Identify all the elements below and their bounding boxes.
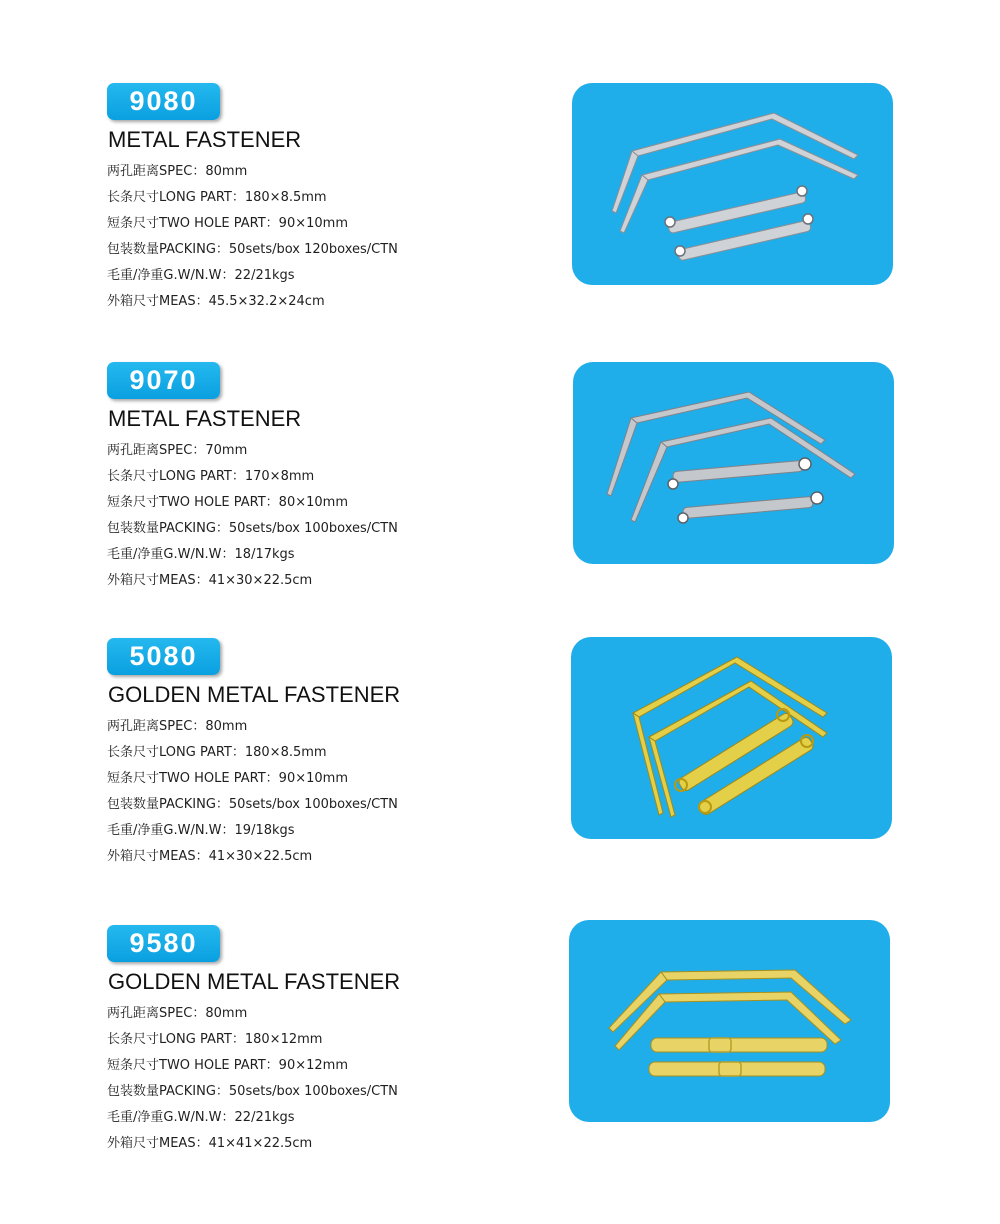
spec-hole-distance: 两孔距离SPEC：80mm <box>107 719 248 734</box>
spec-carton-size: 外箱尺寸MEAS：45.5×32.2×24cm <box>107 294 325 309</box>
spec-packing: 包装数量PACKING：50sets/box 100boxes/CTN <box>107 1084 398 1099</box>
spec-list <box>107 159 398 315</box>
spec-weight: 毛重/净重G.W/N.W：22/21kgs <box>107 1110 295 1125</box>
gold-fastener-illustration <box>569 920 890 1122</box>
spec-two-hole-part: 短条尺寸TWO HOLE PART：90×10mm <box>107 216 348 231</box>
spec-hole-distance: 两孔距离SPEC：80mm <box>107 164 248 179</box>
product-name: GOLDEN METAL FASTENER <box>108 682 401 707</box>
product-photo-9070 <box>573 362 894 564</box>
spec-packing: 包装数量PACKING：50sets/box 120boxes/CTN <box>107 242 398 257</box>
product-name: GOLDEN METAL FASTENER <box>108 969 401 994</box>
spec-packing: 包装数量PACKING：50sets/box 100boxes/CTN <box>107 521 398 536</box>
spec-carton-size: 外箱尺寸MEAS：41×30×22.5cm <box>107 849 313 864</box>
spec-hole-distance: 两孔距离SPEC：80mm <box>107 1006 248 1021</box>
spec-weight: 毛重/净重G.W/N.W：19/18kgs <box>107 823 295 838</box>
spec-two-hole-part: 短条尺寸TWO HOLE PART：80×10mm <box>107 495 348 510</box>
spec-long-part: 长条尺寸LONG PART：180×8.5mm <box>107 745 327 760</box>
spec-two-hole-part: 短条尺寸TWO HOLE PART：90×12mm <box>107 1058 348 1073</box>
product-photo-5080 <box>571 637 892 839</box>
gold-fastener-illustration <box>571 637 892 839</box>
spec-weight: 毛重/净重G.W/N.W：22/21kgs <box>107 268 295 283</box>
product-photo-9080 <box>572 83 893 285</box>
spec-weight: 毛重/净重G.W/N.W：18/17kgs <box>107 547 295 562</box>
spec-hole-distance: 两孔距离SPEC：70mm <box>107 443 248 458</box>
product-photo-9580 <box>569 920 890 1122</box>
spec-list <box>107 438 398 594</box>
spec-carton-size: 外箱尺寸MEAS：41×41×22.5cm <box>107 1136 313 1151</box>
silver-fastener-illustration <box>572 83 893 285</box>
spec-list <box>107 1001 398 1157</box>
spec-packing: 包装数量PACKING：50sets/box 100boxes/CTN <box>107 797 398 812</box>
spec-long-part: 长条尺寸LONG PART：170×8mm <box>107 469 315 484</box>
spec-carton-size: 外箱尺寸MEAS：41×30×22.5cm <box>107 573 313 588</box>
product-code-badge: 9080 <box>107 83 220 120</box>
spec-two-hole-part: 短条尺寸TWO HOLE PART：90×10mm <box>107 771 348 786</box>
spec-list <box>107 714 398 870</box>
product-name: METAL FASTENER <box>108 127 302 152</box>
product-code-badge: 5080 <box>107 638 220 675</box>
product-name: METAL FASTENER <box>108 406 302 431</box>
spec-long-part: 长条尺寸LONG PART：180×12mm <box>107 1032 323 1047</box>
spec-long-part: 长条尺寸LONG PART：180×8.5mm <box>107 190 327 205</box>
product-code-badge: 9070 <box>107 362 220 399</box>
silver-fastener-illustration <box>573 362 894 564</box>
product-code-badge: 9580 <box>107 925 220 962</box>
